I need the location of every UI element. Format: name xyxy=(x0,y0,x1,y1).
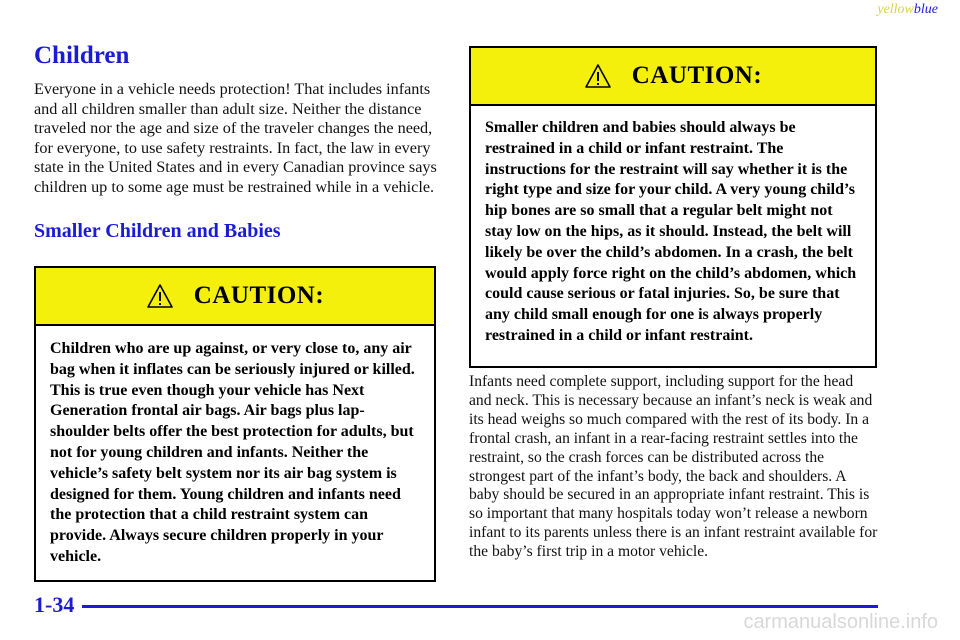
warning-triangle-icon xyxy=(146,283,174,309)
caution-header xyxy=(36,268,434,326)
caution-box-restraints xyxy=(469,46,877,368)
infant-support-paragraph: Infants need complete support, including support for the head and neck. This is necessary because an infant’s neck is weak and its head weighs so much compared with the rest of its body. In a frontal crash, an infant in a rear-facing restraint settles into the restraint, so the crash forces can be distributed across the strongest part of the infant’s body, the back and shoulders. A baby should be secured in an appropriate infant restraint. This is so important that many hospitals today won’t release a newborn infant to its parents unless there is an infant restraint available for the baby’s first trip in a motor vehicle. xyxy=(469,373,878,561)
section-title: Smaller Children and Babies xyxy=(34,219,281,242)
footer-divider xyxy=(82,605,878,608)
warning-triangle-icon xyxy=(584,63,612,89)
caution-header xyxy=(471,48,875,106)
caution-text: Children who are up against, or very close to, any air bag when it inflates can be seriously injured or killed. This is true even though your vehicle has Next Generation frontal air bags. Air bags plus lap-shoulder belts offer the best protection for adults, but not for young children and infants. Neither the vehicle’s safety belt system nor its air bag system is designed for them. Young children and infants need the protection that a child restraint system can provide. Always secure children properly in your vehicle. xyxy=(50,340,415,565)
edition-tag-blue: blue xyxy=(913,2,938,17)
edition-tag-yellow: yellow xyxy=(877,2,914,17)
caution-box-air-bags xyxy=(34,266,436,582)
page-title: Children xyxy=(34,42,130,69)
watermark: carmanualsonline.info xyxy=(743,611,938,633)
caution-text: Smaller children and babies should always be restrained in a child or infant restraint. The instructions for the restraint will say whether it is the right type and size for your child. A very young child’s hip bones are so small that a regular belt might not stay low on the hips, as it should. Instead, the belt will likely be over the child’s abdomen. In a crash, the belt would apply force right on the child’s abdomen, which could cause serious or fatal injuries. So, be sure that any child small enough for one is always properly restrained in a child or infant restraint. xyxy=(485,119,857,344)
page-number: 1-34 xyxy=(34,592,75,617)
left-column xyxy=(34,40,440,244)
edition-tag xyxy=(877,2,938,18)
caution-label: CAUTION: xyxy=(193,282,325,309)
intro-paragraph: Everyone in a vehicle needs protection! That includes infants and all children smaller than adult size. Neither the distance traveled nor the age and size of the traveler changes the need, for everyone, to use safety restraints. In fact, the law in every state in the United States and in every Canadian province says children up to some age must be restrained while in a vehicle. xyxy=(34,80,437,196)
caution-label: CAUTION: xyxy=(631,62,763,89)
